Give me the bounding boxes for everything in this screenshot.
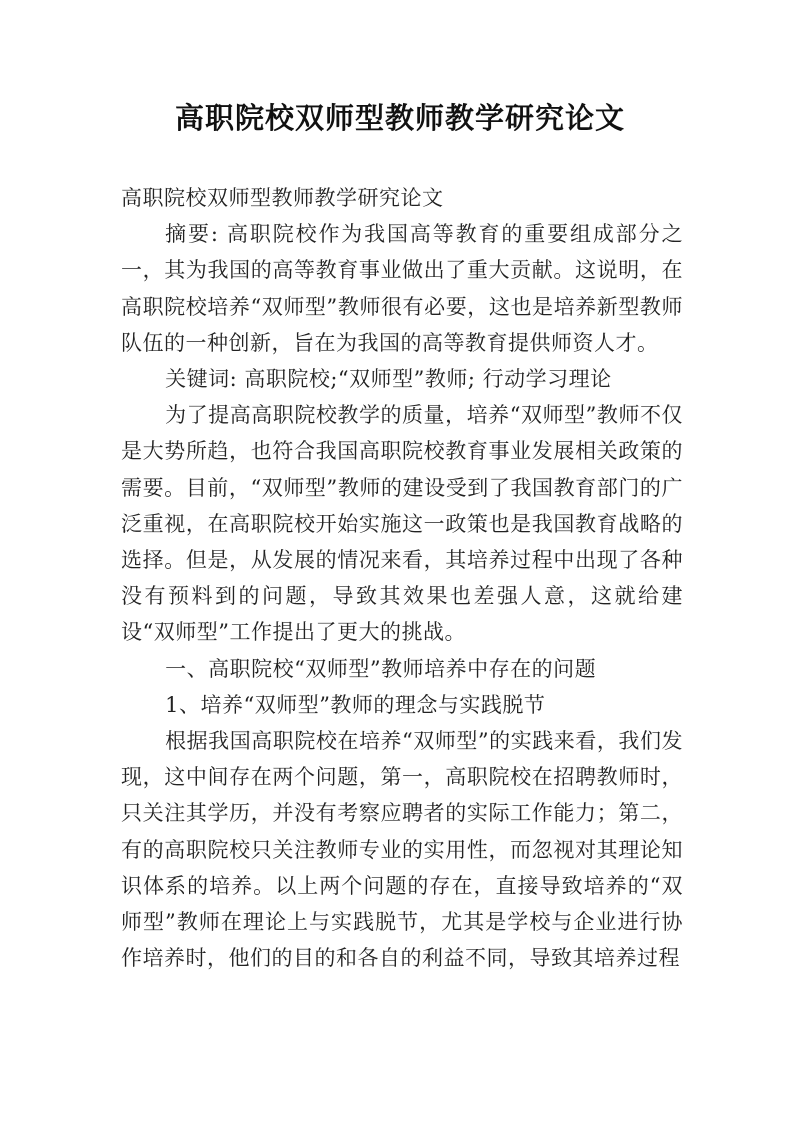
abstract-paragraph: 摘要: 高职院校作为我国高等教育的重要组成部分之一，其为我国的高等教育事业做出了重大贡献。这说明，在高职院校培养“双师型”教师很有必要，这也是培养新型教师队伍的一种创新，旨在为我国的高等教育提供师资人才。 [121, 222, 683, 355]
document-title: 高职院校双师型教师教学研究论文 [174, 101, 625, 135]
subsection-paragraph: 根据我国高职院校在培养“双师型”的实践来看，我们发现，这中间存在两个问题，第一，高职院校在招聘教师时，只关注其学历，并没有考察应聘者的实际工作能力；第二，有的高职院校只关注教师专业的实用性，而忽视对其理论知识体系的培养。以上两个问题的存在，直接导致培养的“双师型”教师在理论上与实践脱节，尤其是学校与企业进行协作培养时，他们的目的和各自的利益不同，导致其培养过程 [121, 729, 683, 971]
keywords-line: 关键词: 高职院校;“双师型”教师; 行动学习理论 [165, 367, 612, 392]
subsection-heading: 1、培养“双师型”教师的理念与实践脱节 [165, 692, 546, 717]
document-subtitle: 高职院校双师型教师教学研究论文 [121, 186, 444, 210]
document-body [121, 180, 683, 976]
section-heading: 一、高职院校“双师型”教师培养中存在的问题 [165, 656, 597, 681]
intro-paragraph: 为了提高高职院校教学的质量，培养“双师型”教师不仅是大势所趋，也符合我国高职院校教育事业发展相关政策的需要。目前，“双师型”教师的建设受到了我国教育部门的广泛重视，在高职院校开始实施这一政策也是我国教育战略的选择。但是，从发展的情况来看，其培养过程中出现了各种没有预料到的问题，导致其效果也差强人意，这就给建设“双师型”工作提出了更大的挑战。 [121, 403, 683, 645]
